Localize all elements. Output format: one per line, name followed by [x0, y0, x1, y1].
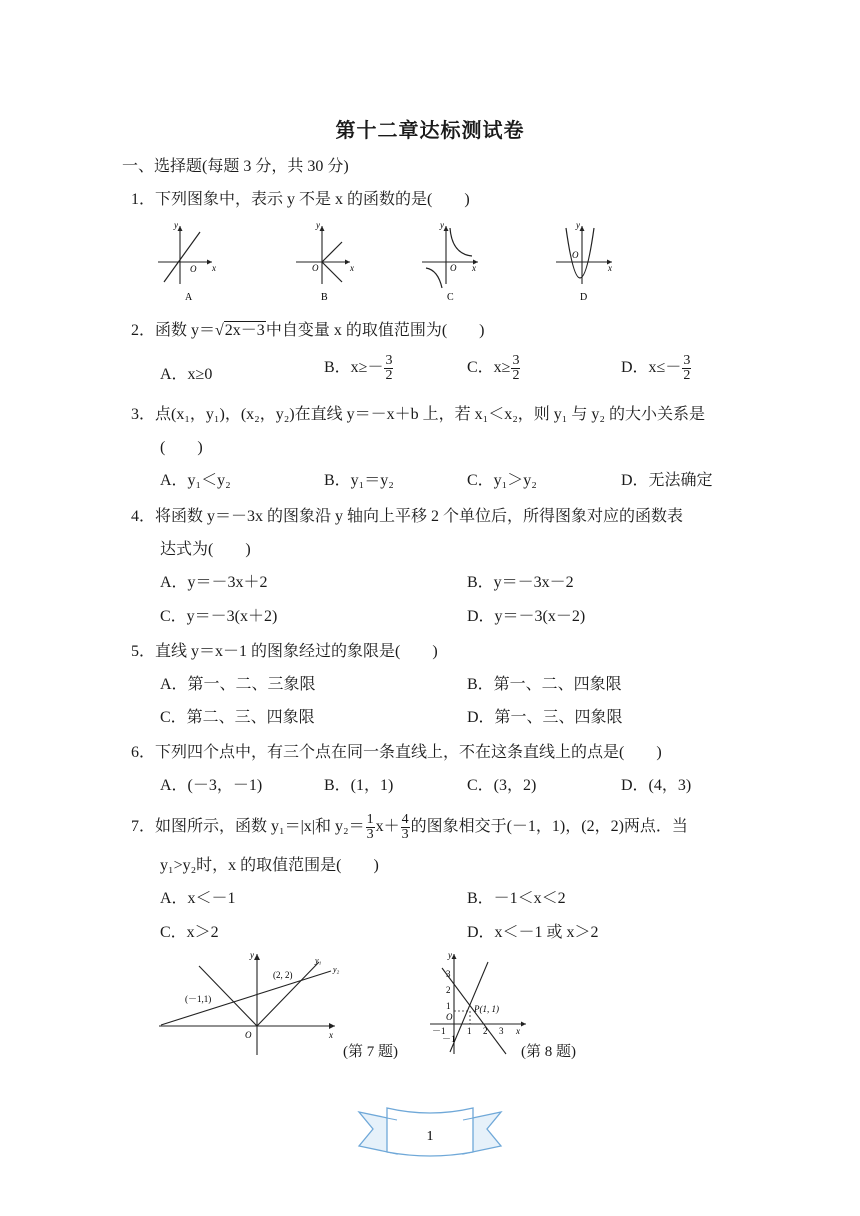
- graph-c: [422, 220, 478, 303]
- origin-label: O: [446, 1012, 453, 1022]
- y-tick-neg1: －1: [442, 1034, 456, 1044]
- line-label-y2: y₂: [333, 965, 340, 974]
- origin-label: O: [450, 263, 457, 273]
- q2-b-num: 3: [385, 353, 393, 368]
- graph-d: [556, 220, 612, 303]
- q7-f1-num: 1: [366, 812, 374, 827]
- q2-b-frac: [384, 354, 393, 383]
- q2-d-pre: D．x≤－: [621, 359, 682, 377]
- q2-b-den: 2: [385, 368, 393, 383]
- graph-c-label: C: [447, 292, 454, 303]
- q5-option-b: B．第一、二、四象限: [467, 676, 622, 693]
- q5-option-d: D．第一、三、四象限: [467, 709, 623, 726]
- axis-y-label: y: [316, 220, 320, 230]
- q7-mid: x＋: [375, 818, 400, 836]
- question-4-stem-cont: 达式为( ): [160, 541, 251, 558]
- q7-stem-pre: 7．如图所示，函数 y₁＝|x|和 y₂＝: [131, 818, 365, 836]
- q3-option-d: D．无法确定: [621, 472, 713, 489]
- q6-option-a: A．(－3，－1): [160, 777, 263, 794]
- q2-stem-post: 中自变量 x 的取值范围为( ): [265, 322, 485, 339]
- origin-label: O: [312, 263, 319, 273]
- graph-a: [158, 220, 216, 303]
- q2-option-b: [324, 354, 394, 383]
- axis-x-label: x: [516, 1026, 520, 1036]
- origin-label: O: [190, 264, 197, 274]
- axis-y-label: y: [250, 950, 254, 960]
- x-tick-2: 2: [483, 1026, 488, 1036]
- x-tick-3: 3: [499, 1026, 504, 1036]
- section-heading: 一、选择题(每题 3 分，共 30 分): [122, 158, 349, 175]
- q2-stem-pre: 2．函数 y＝: [131, 322, 216, 339]
- q2-option-a: A．x≥0: [160, 366, 213, 383]
- question-4-stem: 4．将函数 y＝－3x 的图象沿 y 轴向上平移 2 个单位后，所得图象对应的函数表: [131, 508, 684, 525]
- graph-b-label: B: [321, 292, 328, 303]
- q7-option-a: A．x＜－1: [160, 890, 236, 907]
- axis-x-label: x: [350, 263, 354, 273]
- q6-option-c: C．(3，2): [467, 777, 537, 794]
- origin-label: O: [572, 250, 579, 260]
- q7-stem-post: 的图象相交于(－1，1)，(2，2)两点．当: [410, 818, 688, 836]
- y-tick-2: 2: [446, 985, 451, 995]
- y-tick-1: 1: [446, 1001, 451, 1011]
- q2-radicand: 2x－3: [224, 322, 265, 339]
- question-3-stem-cont: ( ): [160, 439, 203, 456]
- q7-option-d: D．x＜－1 或 x＞2: [467, 924, 599, 941]
- q7-frac-2: [401, 813, 410, 842]
- axis-x-label: x: [212, 263, 216, 273]
- figure-7: [155, 950, 350, 1058]
- q4-option-d: D．y＝－3(x－2): [467, 608, 586, 625]
- q6-option-d: D．(4，3): [621, 777, 692, 794]
- q7-option-c: C．x＞2: [160, 924, 219, 941]
- sqrt-sign: √: [215, 322, 224, 339]
- x-tick-neg1: －1: [432, 1026, 446, 1036]
- q2-c-frac: [511, 354, 520, 383]
- axis-y-label: y: [440, 220, 444, 230]
- graph-b: [296, 220, 354, 303]
- q2-option-d: [621, 354, 692, 383]
- graph-d-label: D: [580, 292, 588, 303]
- q2-c-num: 3: [512, 353, 520, 368]
- question-1-stem: 1．下列图象中，表示 y 不是 x 的函数的是( ): [131, 191, 470, 208]
- point-label-1: (－1,1): [185, 994, 212, 1004]
- x-tick-1: 1: [467, 1026, 472, 1036]
- question-2-stem: [131, 320, 484, 342]
- origin-label: O: [245, 1030, 252, 1040]
- page-number: 1: [426, 1129, 434, 1144]
- q7-f1-den: 3: [366, 827, 374, 842]
- q2-c-den: 2: [512, 368, 520, 383]
- axis-x-label: x: [472, 263, 476, 273]
- question-1-graphs: [150, 218, 630, 308]
- y-tick-3: 3: [446, 969, 451, 979]
- axis-y-label: y: [174, 220, 178, 230]
- q5-option-c: C．第二、三、四象限: [160, 709, 315, 726]
- axis-x-label: x: [329, 1030, 333, 1040]
- question-3-stem: 3．点(x₁，y₁)，(x₂，y₂)在直线 y＝－x＋b 上，若 x₁＜x₂，则 y₁ 与 y₂ 的大小关系是: [131, 406, 705, 423]
- page-number-ribbon: [355, 1098, 505, 1168]
- q7-f2-den: 3: [401, 827, 409, 842]
- axis-y-label: y: [448, 950, 452, 960]
- q2-d-den: 2: [683, 368, 691, 383]
- point-label-2: (2, 2): [273, 970, 293, 980]
- q3-option-a: A．y₁＜y₂: [160, 472, 231, 489]
- question-7-stem: [131, 813, 688, 842]
- q3-option-c: C．y₁＞y₂: [467, 472, 537, 489]
- q4-option-b: B．y＝－3x－2: [467, 574, 574, 591]
- figure-8-caption: (第 8 题): [521, 1044, 576, 1060]
- q4-option-c: C．y＝－3(x＋2): [160, 608, 278, 625]
- figure-8: [422, 950, 532, 1060]
- point-p-label: P(1, 1): [474, 1004, 499, 1014]
- graph-a-label: A: [185, 292, 193, 303]
- question-6-stem: 6．下列四个点中，有三个点在同一条直线上，不在这条直线上的点是( ): [131, 744, 662, 761]
- question-5-stem: 5．直线 y＝x－1 的图象经过的象限是( ): [131, 643, 438, 660]
- q7-f2-num: 4: [401, 812, 409, 827]
- q6-option-b: B．(1，1): [324, 777, 394, 794]
- q2-b-pre: B．x≥－: [324, 359, 384, 377]
- q7-option-b: B．－1＜x＜2: [467, 890, 566, 907]
- line-label-y1: y₁: [315, 956, 322, 965]
- axis-y-label: y: [576, 220, 580, 230]
- q7-frac-1: [366, 813, 375, 842]
- q5-option-a: A．第一、二、三象限: [160, 676, 316, 693]
- axis-x-label: x: [608, 263, 612, 273]
- question-7-stem-cont: y₁>y₂时，x 的取值范围是( ): [160, 857, 379, 874]
- q2-c-pre: C．x≥: [467, 359, 511, 377]
- page-title: 第十二章达标测试卷: [335, 118, 525, 142]
- q2-d-frac: [682, 354, 691, 383]
- q2-option-c: [467, 354, 521, 383]
- q3-option-b: B．y₁＝y₂: [324, 472, 394, 489]
- figure-7-caption: (第 7 题): [343, 1044, 398, 1060]
- q2-d-num: 3: [683, 353, 691, 368]
- q4-option-a: A．y＝－3x＋2: [160, 574, 268, 591]
